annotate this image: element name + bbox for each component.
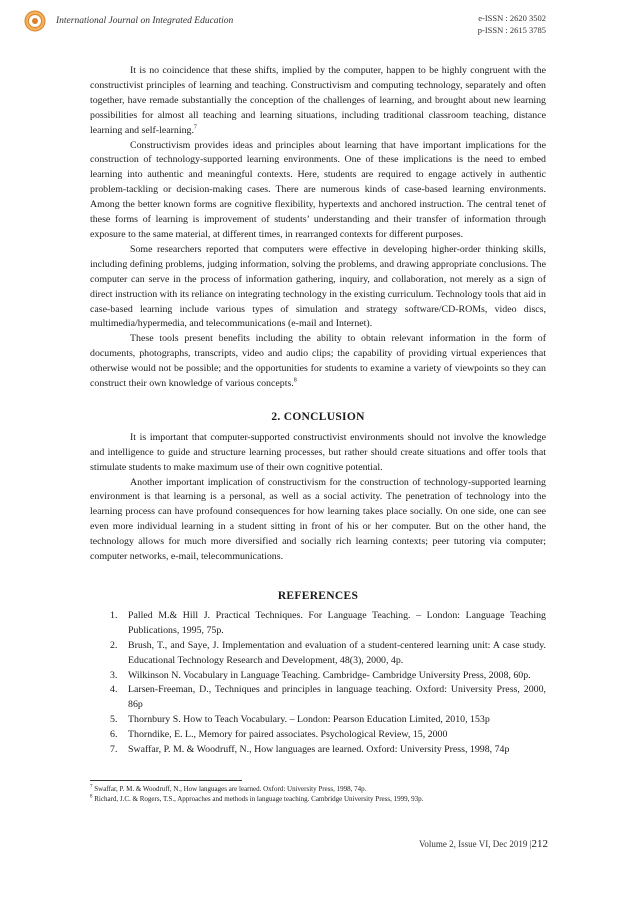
reference-item: 1. Palled M.& Hill J. Practical Techniques. For Language Teaching. – London: Language Teaching Publications, 1995, 75p.: [110, 609, 546, 636]
footnote-ref: 7: [193, 124, 197, 131]
page-header: [0, 0, 638, 50]
body-paragraph: These tools present benefits including the ability to obtain relevant information in the form of documents, photographs, transcripts, video and audio clips; the capability of providing virtual experiences that otherwise would not be possible; and the opportunities for students to examine a variety of viewpoints so they can construct their own knowledge of various concepts.$^8$: [90, 333, 546, 390]
reference-list: [90, 609, 546, 758]
page-number: 212: [531, 838, 548, 850]
reference-item: 5. Thornbury S. How to Teach Vocabulary. – London: Pearson Education Limited, 2010, 153p: [110, 714, 490, 726]
reference-item: 4. Larsen-Freeman, D., Techniques and principles in language teaching. Oxford: University Press, 2000, 86p: [110, 684, 546, 711]
footnote: $^7$ Swaffar, P. M. & Woodruff, N., How languages are learned. Oxford: University Press, 1998, 74p.: [90, 784, 367, 793]
conclusion-paragraph: It is important that computer-supported constructivist environments should not involve the knowledge and intelligence to guide and structure learning processes, but rather should create situations and offer tools that stimulate students to make maximum use of their own cognitive potential.: [90, 431, 546, 473]
article-body: [90, 64, 546, 758]
footer-separator: |: [529, 839, 532, 849]
conclusion-paragraph: Another important implication of constructivism for the construction of technology-supported learning environment is that learning is a personal, as well as a social activity. The penetration of technology into the learning process can have profound consequences for how learning takes place socially. On one side, one can see even more individual learning in a student sitting in front of his or her computer. But on the other hand, the technology allows for much more diversified and socially rich learning contexts; peer tutoring via computer; computer networks, e-mail, telecommunications.: [90, 476, 546, 563]
footnotes: [90, 784, 550, 804]
body-paragraph: Constructivism provides ideas and principles about learning that have important implications for the construction of technology-supported learning environments. One of these implications is the need to embed learning into authentic and meaningful contexts. Here, students are required to engage actively in authentic problem-tackling or decision-making cases. There are numerous kinds of case-based learning environments. Among the better known forms are cognitive flexibility, hypertexts and anchored instruction. The central tenet of these forms of learning is improvement of students’ understanding and their transfer of information through exposure to the same material, at different times, in rearranged contexts for different purposes.: [90, 139, 546, 240]
body-paragraph: It is no coincidence that these shifts, implied by the computer, happen to be highly congruent with the constructivist principles of learning and teaching. Constructivism and computing technology, separately and often together, have remade substantially the conception of the challenges of learning, and brought about new learning possibilities for almost all teaching and learning situations, including traditional classroom teaching, distance learning and self-learning.$^7$: [90, 65, 546, 136]
volume-info: Volume 2, Issue VI, Dec 2019: [419, 839, 528, 849]
footnote-ref: 8: [293, 377, 297, 384]
page-footer: [419, 838, 548, 850]
reference-item: 6. Thorndike, E. L., Memory for paired associates. Psychological Review, 15, 2000: [110, 729, 448, 741]
reference-item: 7. Swaffar, P. M. & Woodruff, N., How languages are learned. Oxford: University Press, 1998, 74p: [110, 744, 510, 756]
p-issn: p-ISSN : 2615 3785: [477, 25, 546, 35]
journal-logo-icon: [24, 10, 46, 32]
journal-title: International Journal on Integrated Education: [56, 16, 234, 26]
footnote-divider: [90, 780, 242, 781]
e-issn: e-ISSN : 2620 3502: [478, 13, 546, 23]
issn-block: [478, 12, 546, 36]
conclusion-heading: 2. CONCLUSION: [271, 410, 365, 423]
footnote: $^8$ Richard, J.C. & Rogers, T.S., Approaches and methods in language teaching. Cambridge University Press, 1999, 93p.: [90, 794, 424, 803]
reference-item: 2. Brush, T., and Saye, J. Implementation and evaluation of a student-centered learning unit: A case study. Educational Technology Research and Development, 48(3), 2000, 4p.: [110, 639, 546, 666]
references-heading: REFERENCES: [277, 590, 359, 602]
reference-item: 3. Wilkinson N. Vocabulary in Language Teaching. Cambridge- Cambridge University Press, 2008, 60p.: [110, 669, 531, 681]
body-paragraph: Some researchers reported that computers were effective in developing higher-order thinking skills, including defining problems, judging information, solving the problems, and drawing appropriate conclusions. The computer can serve in the process of information gathering, inquiry, and collaboration, not merely as a sign of direct instruction with its reliance on integrating technology in the existing curriculum. Technology tools that aid in case-based learning include various types of simulation and strategy software/CD-ROMs, video discs, multimedia/hypermedia, and telecommunications (e-mail and Internet).: [90, 243, 546, 330]
